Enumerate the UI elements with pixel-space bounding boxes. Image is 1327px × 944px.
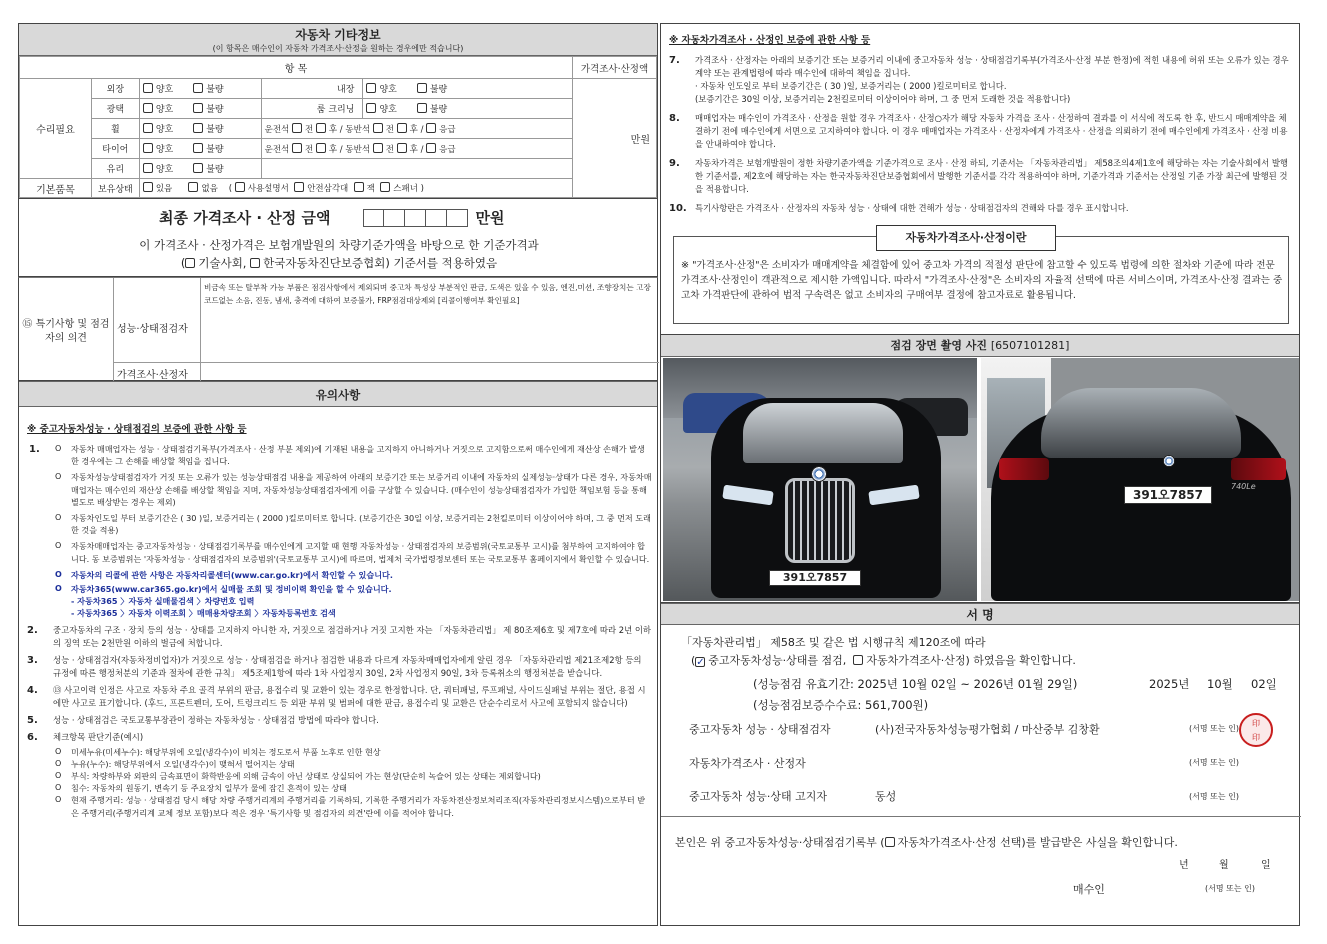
blank-year: 년 xyxy=(1179,860,1189,871)
right-t7b: · 자동차 인도일로 부터 보증기간은 ( 30 )일, 보증거리는 ( 2000 )킬로미터로 합니다. xyxy=(695,81,1007,91)
box-text: ※ "가격조사·산정"은 소비자가 매매계약을 체결함에 있어 중고차 가격의 적절성 판단에 참고할 수 있도록 법령에 의한 절차와 기준에 따라 전문 가격조사·산정인이 객관적으로 제시한 가액입니다. 따라서 "가격조사·산정"은 소비자의 자율적 선택에 따른 서비스이며, 가격조사·산정 결과는 중고차 가격판단에 관하여 법적 구속력은 없고 소비자의 구매여부 결정에 참고자료로 활용됩니다. xyxy=(681,260,1283,301)
final-opt1: 기술사회, xyxy=(198,256,247,270)
room-bad-checkbox[interactable] xyxy=(417,103,427,113)
final-unit: 만원 xyxy=(475,209,505,227)
special-label: ⑮ 특기사항 및 점검자의 의견 xyxy=(22,319,110,344)
gloss-bad-checkbox[interactable] xyxy=(193,103,203,113)
col-item: 항 목 xyxy=(20,57,573,79)
right-guarantee-frame: ※ 자동차가격조사 · 산정인 보증에 관한 사항 등 7. 가격조사 · 산정자는 아래의 보증기간 또는 보증거리 이내에 중고자동차 성능 · 상태점검기록부(가격조사·산정 부분 한정)에 적힌 내용에 허위 또는 오류가 있는 경우 계약 또는 관계법령에 따라 매수인에 대하여 책임을 집니다. · 자동차 인도일로 부터 보증기간은 ( 30 )일, 보증거리는 ( 2000 )킬로미터로 합니다. (보증기간은 30일 이상, 보증거리는 2천킬로미터 이상이어야 하며, 그 중 먼저 도래한 것을 적용합니다) 8. 매매업자는 매수인이 가격조사 · 산정을 원할 경우 가격조사 · 산정○자가 해당 자동차 가격을 조사 · 산정하여 결과를 이 서식에 적도록 한 후, 반드시 매매계약을 체결하기 전에 매수인에게 서면으로 고지하여야 합니다. 이 경우 매매업자는 가격조사 · 산정자에게 가격조사 · 산정을 의뢰하기 전에 매수인에게 가격조사 · 산정 비용을 안내하여야 합니다. 9. 자동차가격은 보험개발원이 정한 차량기준가액을 기준가격으로 조사 · 산정 하되, 기준서는 「자동차관리법」 제58조의4제1호에 해당하는 자는 기술사회에서 발행한 기준서를, 제2호에 해당하는 자는 한국자동차진단보증협회에서 발행한 기준서를 각각 적용하여야 하며, 기준가격과 기준서는 산정일 기준 가장 최근에 발행된 것을 적용합니다. 10. 특기사항란은 가격조사 · 산정자의 자동차 성능 · 상태에 대한 견해가 성능 · 상태점검자의 견해와 다를 경우 표시합니다. 자동차가격조사·산정이란 ※ "가격조사·산정"은 소비자가 매매계약을 체결함에 있어 중고차 가격의 적절성 판단에 참고할 수 있도록 법령에 의한 절차와 기준에 따라 전문 가격조사·산정인이 객관적으로 제시한 가액입니다. 따라서 "가격조사·산정"은 소비자의 자율적 선택에 따른 서비스이며, 가격조사·산정 결과는 중고차 가격판단에 관하여 법적 구속력은 없고 소비자의 구매여부 결정에 참고자료로 활용됩니다. xyxy=(660,23,1300,335)
tire-pass-front-checkbox[interactable] xyxy=(373,143,383,153)
appraisal-checkbox[interactable] xyxy=(853,655,863,665)
sign-frame: 서 명 「자동차관리법」 제58조 및 같은 법 시행규칙 제120조에 따라 (✓ 중고자동차성능·상태를 점검, 자동차가격조사·산정) 하였음을 확인합니다. (성능점검 유효기간: 2025년 10월 02일 ~ 2026년 01월 29일) 2025년 10월 02일 (성능점검보증수수료: 561,700원) 중고자동차 성능 · 상태점검자 (사)전국자동차성능평가협회 / 마산중부 김창환 (서명 또는 인) 印 印 자동차가격조사 · 산정자 (서명 또는 인) 중고자동차 성능·상태 고지자 동성 (서명 또는 인) 본인은 위 중고자동차성능·상태점검기록부 ( 자동차가격조사·산정 선택)를 발급받은 사실을 확인합니다. 년 월 일 매수인 (서명 또는 인) xyxy=(660,603,1300,926)
final-amount-frame: 최종 가격조사 · 산정 금액 만원 이 가격조사 · 산정가격은 보험개발원의 차량기준가액을 바탕으로 한 기준가격과 ( 기술사회, 한국자동차진단보증협회) 기준서를 적용하였음 xyxy=(18,199,658,277)
caution-frame: 유의사항 ※ 중고자동차성능 · 상태점검의 보증에 관한 사항 등 1. O 자동차 매매업자는 성능 · 상태점검기록부(가격조사 · 산정 부분 제외)에 기재된 내용을 고지하지 아니하거나 거짓으로 고지함으로써 매수인에게 재산상 손해가 발생한 경우에는 그 손해를 배상할 책임을 집니다. O 자동차성능상태점검자가 거짓 또는 오류가 있는 성능상태점검 내용을 제공하여 아래의 보증기간 또는 보증거리 이내에 자동차의 실제성능·상태가 다른 경우, 자동차매매업자는 매수인의 재산상 손해를 배상할 책임을 지며, 자동차성능상태점검자에게 이를 구상할 수 있습니다. (매수인이 성능상태점검자가 가입한 책임보험 등을 통해 별도로 배상받는 경우는 제외) O 자동차인도일 부터 보증기간은 ( 30 )일, 보증거리는 ( 2000 )킬로미터로 합니다. (보증기간은 30일 이상, 보증거리는 2천킬로미터 이상이어야 하며, 그 중 먼저 도래한 것을 적용) O 자동차매매업자는 중고자동차성능 · 상태점검기록부를 매수인에게 고지할 때 현행 자동차성능 · 상태점검자의 보증범위(국토교통부 고시)를 첨부하여 고지하여야 합니다. 동 보증범위는 '자동차성능 · 상태점검자의 보증범위'(국토교통부 고시)에 따르며, 법제처 국가법령정보센터 또는 국토교통부 홈페이지에서 확인할 수 있습니다. O 자동차의 리콜에 관한 사항은 자동차리콜센터(www.car.go.kr)에서 확인할 수 있습니다. O 자동차365(www.car365.go.kr)에서 실매물 조회 및 정비이력 확인을 할 수 있습니다. - 자동차365 〉자동차 실매물검색 〉차량번호 입력 - 자동차365 〉자동차 이력조회 〉매매용차량조회 〉자동차등록번호 검색 2. 중고자동차의 구조 · 장치 등의 성능 · 상태를 고지하지 아니한 자, 거짓으로 점검하거나 거짓 고지한 자는 「자동차관리법」 제 80조제6호 및 제7호에 따라 2년 이하의 징역 또는 2천만원 이하의 벌금에 처합니다. 3. 성능 · 상태점검자(자동차정비업자)가 거짓으로 성능 · 상태점검을 하거나 점검한 내용과 다르게 자동차매매업자에게 알린 경우 「자동차관리법 제21조제2항 등의 규정에 따른 행정처분의 기준과 절차에 관한 규칙」 제5조제1항에 따라 1차 사업정지 30일, 2차 사업정지 90일, 3차 등록취소의 행정처분을 받습니다. 4. ⑬ 사고이력 인정은 사고로 자동차 주요 골격 부위의 판금, 용접수리 및 교환이 있는 경우로 한정합니다. 단, 쿼터패널, 루프패널, 사이드실패널 부위는 절단, 용접 시에만 사고로 표기합니다. (후드, 프론트펜더, 도어, 트렁크리드 등 외판 부위 및 범퍼에 대한 판금, 용접수리 및 교환은 단순수리로서 사고에 포함되지 않습니다) 5. 성능 · 상태점검은 국토교통부장관이 정하는 자동차성능 · 상태점검 방법에 따라야 합니다. 6. 체크항목 판단기준(예시) O 미세누유(미세누수): 해당부위에 오일(냉각수)이 비치는 정도로서 부품 노후로 인한 현상 O 누유(누수): 해당부위에서 오일(냉각수)이 맺혀서 떨어지는 상태 O 부식: 차량하부와 외판의 금속표면이 화학반응에 의해 금속이 아닌 상태로 상실되어 가는 현상(단순히 녹슬어 있는 상태는 제외합니다) O 침수: 자동차의 원동기, 변속기 등 주요장치 일부가 물에 잠긴 흔적이 있는 상태 O 현재 주행거리: 성능 · 상태점검 당시 해당 차량 주행거리계의 주행거리를 기록하되, 기록한 주행거리가 자동차전산정보처리조직(자동차관리정보시스템)으로부터 받은 주행거리(주행거리계 교체 정보 포함)보다 적은 경우 '특기사항 및 점검자의 의견'란에 이를 적어야 합니다. xyxy=(18,381,658,926)
final-amount-boxes[interactable] xyxy=(363,209,468,227)
caution-c4: 침수: 자동차의 원동기, 변속기 등 주요장치 일부가 물에 잠긴 흔적이 있는 상태 xyxy=(71,783,347,794)
exterior-good-checkbox[interactable] xyxy=(143,83,153,93)
inspector-label: 중고자동차 성능 · 상태점검자 xyxy=(689,723,831,736)
wheel-pass-rear-checkbox[interactable] xyxy=(397,123,407,133)
triangle-checkbox[interactable] xyxy=(294,182,304,192)
none-checkbox[interactable] xyxy=(188,182,198,192)
row-tire: 타이어 xyxy=(91,139,139,159)
caution-t3: 성능 · 상태점검자(자동차정비업자)가 거짓으로 성능 · 상태점검을 하거나 점검한 내용과 다르게 자동차매매업자에게 알린 경우 「자동차관리법 제21조제2항 등의 규정에 따른 행정처분의 기준과 절차에 관한 규칙」 제5조제1항에 따라 1차 사업정지 30일, 2차 사업정지 90일, 3차 등록취소의 행정처분을 받습니다. xyxy=(53,654,642,678)
kadia-checkbox[interactable] xyxy=(250,258,260,268)
photo-title: 점검 장면 촬영 사진 xyxy=(890,339,988,352)
sign-validity: (성능점검 유효기간: 2025년 10월 02일 ~ 2026년 01월 29일) xyxy=(753,677,1078,691)
recall-link[interactable]: 자동차의 리콜에 관한 사항은 자동차리콜센터(www.car.go.kr)에서 확인할 수 있습니다. xyxy=(71,569,393,580)
interior-good-checkbox[interactable] xyxy=(366,83,376,93)
row-wheel: 휠 xyxy=(91,119,139,139)
inspector-name: (사)전국자동차성능평가협회 / 마산중부 김창환 xyxy=(875,723,1100,736)
front-photo xyxy=(663,358,977,601)
inspector-sig: (서명 또는 인) xyxy=(1189,724,1239,733)
gloss-good-checkbox[interactable] xyxy=(143,103,153,113)
extra-info-frame xyxy=(18,23,658,199)
glass-bad-checkbox[interactable] xyxy=(193,163,203,173)
row-glass: 유리 xyxy=(91,159,139,179)
caution-b1: 자동차 매매업자는 성능 · 상태점검기록부(가격조사 · 산정 부분 제외)에 기재된 내용을 고지하지 아니하거나 거짓으로 고지함으로써 매수인에게 재산상 손해가 발생한 경우에는 그 손해를 배상할 책임을 집니다. xyxy=(71,444,645,467)
buyer-appraisal-checkbox[interactable] xyxy=(885,837,895,847)
right-sub: ※ 자동차가격조사 · 산정인 보증에 관한 사항 등 xyxy=(669,35,871,46)
notifier-sig: (서명 또는 인) xyxy=(1189,792,1239,801)
caution-t4: ⑬ 사고이력 인정은 사고로 자동차 주요 골격 부위의 판금, 용접수리 및 교환이 있는 경우로 한정합니다. 단, 쿼터패널, 루프패널, 사이드실패널 부위는 절단, 용접 시에만 사고로 표기합니다. (후드, 프론트펜더, 도어, 트렁크리드 등 외판 부위 및 범퍼에 대한 판금, 용접수리 및 교환은 단순수리로서 사고에 포함되지 않습니다) xyxy=(53,684,646,708)
buyer-label: 매수인 xyxy=(1073,883,1105,896)
wheel-driver-rear-checkbox[interactable] xyxy=(316,123,326,133)
glass-good-checkbox[interactable] xyxy=(143,163,153,173)
caution-b4: 자동차매매업자는 중고자동차성능 · 상태점검기록부를 매수인에게 고지할 때 현행 자동차성능 · 상태점검자의 보증범위(국토교통부 고시)를 첨부하여 고지하여야 합니다. 동 보증범위는 '자동차성능 · 상태점검자의 보증범위'(국토교통부 고시)에 따르며, 법제처 국가법령정보센터 또는 국토교통부 홈페이지에서 확인할 수 있습니다. xyxy=(71,541,650,564)
special-inspector-text: 비금속 또는 탈부착 가능 부품은 점검사항에서 제외되며 중고차 특성상 부분적인 판금, 도색은 있을 수 있음, 엔진,미션, 조향장치는 고장코드없는 소음, 진동, 냄새, 충격에 대하여 보증불가, FRP점검대상제외 [리콜이행여부 확인필요] xyxy=(204,283,651,305)
box-title: 자동차가격조사·산정이란 xyxy=(876,225,1056,251)
right-t10: 특기사항란은 가격조사 · 산정자의 자동차 성능 · 상태에 대한 견해가 성능 · 상태점검자의 견해와 다를 경우 표시합니다. xyxy=(695,203,1129,213)
rear-badge: 740Le xyxy=(1231,482,1256,491)
have-checkbox[interactable] xyxy=(143,182,153,192)
wheel-good-checkbox[interactable] xyxy=(143,123,153,133)
special-inspector-label: 성능·상태점검자 xyxy=(117,324,188,335)
caution-c5: 현재 주행거리: 성능 · 상태점검 당시 해당 차량 주행거리계의 주행거리를 기록하되, 기록한 주행거리가 자동차전산정보처리조직(자동차관리정보시스템)으로부터 받은 주행거리(주행거리계 교체 정보 포함)보다 적은 경우 '특기사항 및 점검자의 의견'란에 이를 적어야 합니다. xyxy=(71,795,646,818)
final-label: 최종 가격조사 · 산정 금액 xyxy=(159,209,331,227)
sign-confirm: 본인은 위 중고자동차성능·상태점검기록부 ( xyxy=(675,836,885,849)
caution-b2: 자동차성능상태점검자가 거짓 또는 오류가 있는 성능상태점검 내용을 제공하여 아래의 보증기간 또는 보증거리 이내에 자동차의 실제성능·상태가 다른 경우, 자동차매매업자는 매수인의 재산상 손해를 배상할 책임을 지며, 자동차성능상태점검자에게 이를 구상할 수 있습니다. (매수인이 성능상태점검자가 가입한 책임보험 등을 통해 별도로 배상받는 경우는 제외) xyxy=(71,472,652,507)
extra-info-header xyxy=(19,24,657,56)
photo-frame xyxy=(660,335,1300,603)
sign-confirm2: 자동차가격조사·산정 선택)를 발급받은 사실을 확인합니다. xyxy=(897,836,1178,849)
tech-society-checkbox[interactable] xyxy=(185,258,195,268)
tire-driver-front-checkbox[interactable] xyxy=(292,143,302,153)
final-opt2: 한국자동차진단보증협회) 기준서를 적용하였음 xyxy=(263,256,498,270)
final-line1: 이 가격조사 · 산정가격은 보험개발원의 차량기준가액을 바탕으로 한 기준가격과 xyxy=(139,238,539,252)
special-appraiser-label: 가격조사·산정자 xyxy=(117,370,188,381)
col-price: 가격조사·산정액 xyxy=(573,57,657,79)
caution-t2: 중고자동차의 구조 · 장치 등의 성능 · 상태를 고지하지 아니한 자, 거짓으로 점검하거나 거짓 고지한 자는 「자동차관리법」 제 80조제6호 및 제7호에 따라 2년 이하의 징역 또는 2천만원 이하의 벌금에 처합니다. xyxy=(53,624,652,648)
rear-plate: 391오7857 xyxy=(1124,486,1212,504)
tire-spare-checkbox[interactable] xyxy=(426,143,436,153)
notifier-name: 동성 xyxy=(875,790,897,803)
caution-c3: 부식: 차량하부와 외판의 금속표면이 화학반응에 의해 금속이 아닌 상태로 상실되어 가는 현상(단순히 녹슬어 있는 상태는 제외합니다) xyxy=(71,771,541,782)
car365-link[interactable]: 자동차365(www.car365.go.kr)에서 실매물 조회 및 정비이력 확인을 할 수 있습니다. xyxy=(71,584,392,595)
wheel-driver-front-checkbox[interactable] xyxy=(292,123,302,133)
repair-label: 수리필요 xyxy=(20,79,92,179)
right-t9: 자동차가격은 보험개발원이 정한 차량기준가액을 기준가격으로 조사 · 산정 하되, 기준서는 「자동차관리법」 제58조의4제1호에 해당하는 자는 기술사회에서 발행한 기준서를, 제2호에 해당하는 자는 한국자동차진단보증협회에서 발행한 기준서를 각각 적용하여야 하며, 기준가격과 기준서는 산정일 기준 가장 최근에 발행된 것을 적용합니다. xyxy=(695,158,1289,194)
appraiser-sig: (서명 또는 인) xyxy=(1189,758,1239,767)
wheel-bad-checkbox[interactable] xyxy=(193,123,203,133)
right-t8: 매매업자는 매수인이 가격조사 · 산정을 원할 경우 가격조사 · 산정○자가 해당 자동차 가격을 조사 · 산정하여 결과를 이 서식에 적도록 한 후, 반드시 매매계약을 체결하기 전에 매수인에게 서면으로 고지하여야 합니다. 이 경우 매매업자는 가격조사 · 산정자에게 가격조사 · 산정을 의뢰하기 전에 매수인에게 가격조사 · 산정 비용을 안내하여야 합니다. xyxy=(695,113,1288,149)
basic-label: 기본품목 xyxy=(20,179,92,198)
tire-bad-checkbox[interactable] xyxy=(193,143,203,153)
caution-title: 유의사항 xyxy=(19,381,657,407)
num-1: 1. xyxy=(29,444,40,455)
buyer-sig: (서명 또는 인) xyxy=(1205,884,1255,893)
right-t7c: (보증기간은 30일 이상, 보증거리는 2천킬로미터 이상이어야 하며, 그 중 먼저 도래한 것을 적용합니다) xyxy=(695,94,1071,104)
blank-day: 일 xyxy=(1261,860,1271,871)
extra-info-title: 자동차 기타정보 xyxy=(295,28,381,42)
row-interior: 내장 xyxy=(261,79,363,99)
photo-code: [6507101281] xyxy=(990,339,1070,352)
extra-info-table: 항 목 가격조사·산정액 수리필요 외장 양호 불량 내장 양호 불량 만원 광택 양호 불량 룸 크리닝 양호 불량 휠 양호 불량 운전석 전 후 / 동반석 전 후 / 응급 타이어 양호 불량 운전석 전 후 / 동반석 전 후 / 응급 유리 양호 불량 기본품목 보유상태 있음 없음 ( 사용설명서 안전삼각대 잭 스패너 ) xyxy=(19,56,657,198)
row-gloss: 광택 xyxy=(91,99,139,119)
interior-bad-checkbox[interactable] xyxy=(417,83,427,93)
caution-sub: ※ 중고자동차성능 · 상태점검의 보증에 관한 사항 등 xyxy=(27,424,247,435)
appraiser-label: 자동차가격조사 · 산정자 xyxy=(689,757,806,770)
front-plate: 391오7857 xyxy=(769,570,861,586)
inspector-seal-icon: 印 印 xyxy=(1239,713,1273,747)
row-exterior: 외장 xyxy=(91,79,139,99)
caution-t6: 체크항목 판단기준(예시) xyxy=(53,731,144,742)
sign-year: 2025년 xyxy=(1149,677,1190,691)
caution-b3: 자동차인도일 부터 보증기간은 ( 30 )일, 보증거리는 ( 2000 )킬로미터로 합니다. (보증기간은 30일 이상, 보증거리는 2천킬로미터 이상이어야 하며, 그 중 먼저 도래한 것을 적용) xyxy=(71,513,651,536)
sign-chk1: 중고자동차성능·상태를 점검, xyxy=(708,654,847,667)
tire-driver-rear-checkbox[interactable] xyxy=(316,143,326,153)
manual-checkbox[interactable] xyxy=(235,182,245,192)
row-room-clean: 룸 크리닝 xyxy=(261,99,363,119)
sign-fee: (성능점검보증수수료: 561,700원) xyxy=(753,698,929,712)
sign-chk2: 자동차가격조사·산정) 하였음을 확인합니다. xyxy=(866,654,1076,667)
price-manwon: 만원 xyxy=(573,79,657,198)
exterior-bad-checkbox[interactable] xyxy=(193,83,203,93)
car365-path1: - 자동차365 〉자동차 실매물검색 〉차량번호 입력 xyxy=(71,596,255,607)
sign-title: 서 명 xyxy=(661,603,1299,625)
spanner-checkbox[interactable] xyxy=(380,182,390,192)
jack-checkbox[interactable] xyxy=(354,182,364,192)
wheel-spare-checkbox[interactable] xyxy=(426,123,436,133)
wheel-pass-front-checkbox[interactable] xyxy=(373,123,383,133)
special-frame xyxy=(18,277,658,381)
right-t7a: 가격조사 · 산정자는 아래의 보증기간 또는 보증거리 이내에 중고자동차 성능 · 상태점검기록부(가격조사·산정 부분 한정)에 적힌 내용에 허위 또는 오류가 있는 경우 계약 또는 관계법령에 따라 매수인에 대하여 책임을 집니다. xyxy=(695,55,1289,78)
caution-c2: 누유(누수): 해당부위에서 오일(냉각수)이 맺혀서 떨어지는 상태 xyxy=(71,758,295,769)
tire-good-checkbox[interactable] xyxy=(143,143,153,153)
row-possession: 보유상태 xyxy=(91,179,139,198)
caution-t5: 성능 · 상태점검은 국토교통부장관이 정하는 자동차성능 · 상태점검 방법에 따라야 합니다. xyxy=(53,714,379,725)
car365-path2: - 자동차365 〉자동차 이력조회 〉매매용차량조회 〉자동차등록번호 검색 xyxy=(71,608,336,619)
notifier-label: 중고자동차 성능·상태 고지자 xyxy=(689,790,828,803)
sign-day: 02일 xyxy=(1251,677,1277,691)
rear-photo xyxy=(981,358,1299,601)
tire-pass-rear-checkbox[interactable] xyxy=(397,143,407,153)
caution-c1: 미세누유(미세누수): 해당부위에 오일(냉각수)이 비치는 정도로서 부품 노후로 인한 현상 xyxy=(71,746,381,757)
sign-law: 「자동차관리법」 제58조 및 같은 법 시행규칙 제120조에 따라 xyxy=(681,636,986,649)
extra-info-subtitle: (이 항목은 매수인이 자동차 가격조사·산정을 원하는 경우에만 적습니다) xyxy=(212,44,464,53)
perf-check-checkbox[interactable] xyxy=(695,657,705,667)
sign-month: 10월 xyxy=(1207,677,1233,691)
room-good-checkbox[interactable] xyxy=(366,103,376,113)
blank-month: 월 xyxy=(1219,860,1229,871)
